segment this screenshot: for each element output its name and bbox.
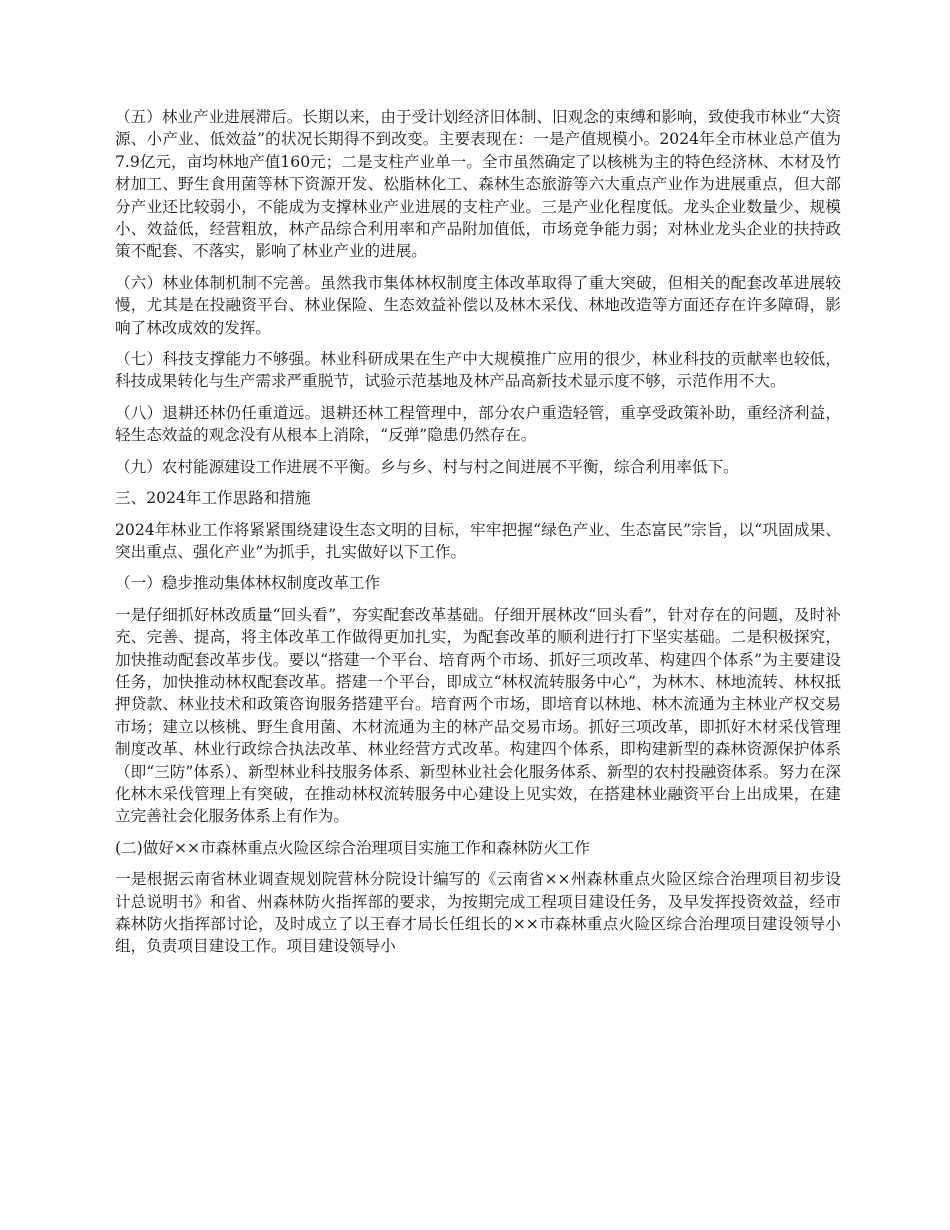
- subheading-fire-prevention: (二)做好××市森林重点火险区综合治理项目实施工作和森林防火工作: [115, 838, 590, 857]
- subheading-forest-rights-reform: （一）稳步推动集体林权制度改革工作: [115, 574, 381, 593]
- paragraph-tech-support: （七）科技支撑能力不够强。林业科研成果在生产中大规模推广应用的很少，林业科技的贡献率也较低，科技成果转化与生产需求严重脱节，试验示范基地及林产品高新技术显示度不够，示范作用不大。: [115, 350, 841, 391]
- paragraph-fire-prevention: 一是根据云南省林业调查规划院营林分院设计编写的《云南省××州森林重点火险区综合治理项目初步设计总说明书》和省、州森林防火指挥部的要求，为按期完成工程项目建设任务，及早发挥投资效益，经市森林防火指挥部讨论，及时成立了以王春才局长任组长的××市森林重点火险区综合治理项目建设领导小组，负责项目建设工作。项目建设领导小: [115, 870, 841, 956]
- paragraph-forest-rights-reform: 一是仔细抓好林改质量“回头看”，夯实配套改革基础。仔细开展林改“回头看”，针对存在的问题，及时补充、完善、提高，将主体改革工作做得更加扎实，为配套改革的顺利进行打下坚实基础。二是积极探究，加快推动配套改革步伐。要以“搭建一个平台、培育两个市场、抓好三项改革、构建四个体系”为主要建设任务，加快推动林权配套改革。搭建一个平台，即成立“林权流转服务中心”，为林木、林地流转、林权抵押贷款、林业技术和政策咨询服务搭建平台。培育两个市场，即培育以林地、林木流通为主林业产权交易市场；建立以核桃、野生食用菌、木材流通为主的林产品交易市场。抓好三项改革，即抓好木材采伐管理制度改革、林业行政综合执法改革、林业经营方式改革。构建四个体系，即构建新型的森林资源保护体系（即“三防”体系）、新型林业科技服务体系、新型林业社会化服务体系、新型的农村投融资体系。努力在深化林木采伐管理上有突破，在推动林权流转服务中心建设上见实效，在搭建林业融资平台上出成果，在建立完善社会化服务体系上有作为。: [115, 605, 841, 826]
- paragraph-rural-energy: （九）农村能源建设工作进展不平衡。乡与乡、村与村之间进展不平衡，综合利用率低下。: [115, 457, 739, 476]
- paragraph-forestry-industry-lag: （五）林业产业进展滞后。长期以来，由于受计划经济旧体制、旧观念的束缚和影响，致使我市林业“大资源、小产业、低效益”的状况长期得不到改变。主要表现在：一是产值规模小。2024年全市林业总产值为7.9亿元，亩均林地产值160元；二是支柱产业单一。全市虽然确定了以核桃为主的特色经济林、木材及竹材加工、野生食用菌等林下资源开发、松脂林化工、森林生态旅游等六大重点产业作为进展重点，但大部分产业还比较弱小，不能成为支撑林业产业进展的支柱产业。三是产业化程度低。龙头企业数量少、规模小、效益低，经营粗放，林产品综合利用率和产品附加值低，市场竞争能力弱；对林业龙头企业的扶持政策不配套、不落实，影响了林业产业的进展。: [115, 108, 841, 261]
- paragraph-returning-farmland: （八）退耕还林仍任重道远。退耕还林工程管理中，部分农户重造轻管，重享受政策补助，重经济利益，轻生态效益的观念没有从根本上消除，“反弹”隐患仍然存在。: [115, 403, 841, 445]
- document-page: [115, 106, 841, 967]
- paragraph-forestry-system-mechanism: （六）林业体制机制不完善。虽然我市集体林权制度主体改革取得了重大突破，但相关的配套改革进展较慢，尤其是在投融资平台、林业保险、生态效益补偿以及林木采伐、林地改造等方面还存在许多障碍，影响了林改成效的发挥。: [115, 273, 841, 337]
- paragraph-2024-overview: 2024年林业工作将紧紧围绕建设生态文明的目标，牢牢把握“绿色产业、生态富民”宗旨，以“巩固成果、突出重点、强化产业”为抓手，扎实做好以下工作。: [115, 520, 841, 561]
- section-heading-2024-plan: 三、2024年工作思路和措施: [115, 489, 311, 508]
